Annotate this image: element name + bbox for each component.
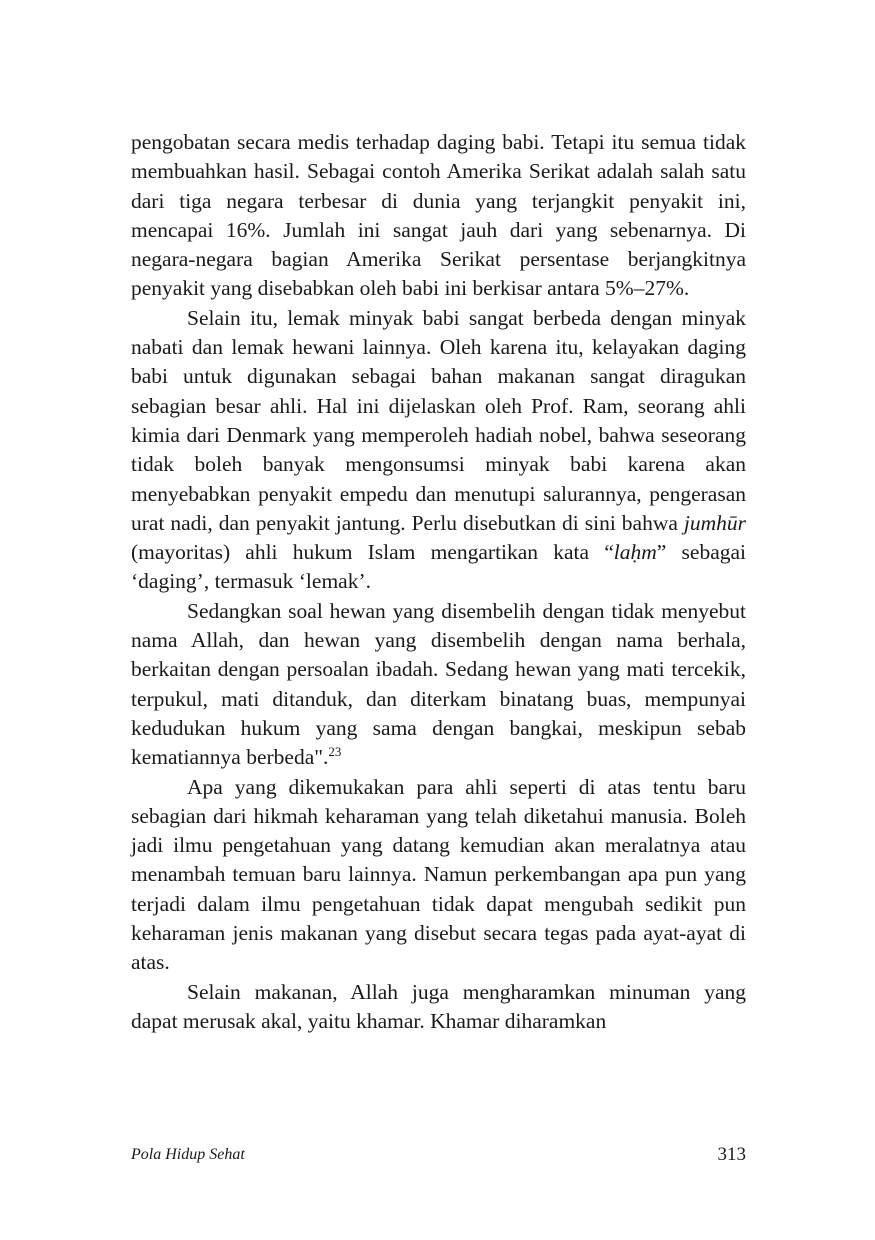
- text-run: Apa yang dikemukakan para ahli seperti di atas tentu baru sebagian dari hikmah keharaman yang telah diketahui manusia. Boleh jadi ilmu pengetahuan yang datang kemudian akan meralatnya atau menambah temuan baru lainnya. Namun perkembangan apa pun yang terjadi dalam ilmu pengetahuan tidak dapat mengubah sedikit pun keharaman jenis makanan yang disebut secara tegas pada ayat-ayat di atas.: [131, 774, 746, 975]
- paragraph: [131, 773, 746, 978]
- page-number: 313: [717, 1144, 746, 1165]
- footnote-ref: 23: [328, 744, 342, 760]
- paragraph: [131, 978, 746, 1037]
- text-run: pengobatan secara medis terhadap daging babi. Tetapi itu semua tidak membuahkan hasil. Sebagai contoh Amerika Serikat adalah salah satu dari tiga negara terbesar di dunia yang terjangkit penyakit ini, mencapai 16%. Jumlah ini sangat jauh dari yang sebenarnya. Di negara-negara bagian Amerika Serikat persentase berjangkitnya penyakit yang disebabkan oleh babi ini berkisar antara 5%–27%.: [131, 130, 746, 301]
- italic-term: laḥm: [613, 540, 657, 565]
- body-text: [131, 128, 746, 1036]
- paragraph: [131, 597, 746, 773]
- text-run: (mayoritas) ahli hukum Islam mengartikan kata “: [131, 540, 614, 565]
- text-run: Selain itu, lemak minyak babi sangat berbeda dengan minyak nabati dan lemak hewani lainnya. Oleh karena itu, kelayakan daging babi untuk digunakan sebagai bahan makanan sangat diragukan sebagian besar ahli. Hal ini dijelaskan oleh Prof. Ram, seorang ahli kimia dari Denmark yang memperoleh hadiah nobel, bahwa seseorang tidak boleh banyak mengonsumsi minyak babi karena akan menyebabkan penyakit empedu dan menutupi salurannya, pengerasan urat nadi, dan penyakit jantung. Perlu disebutkan di sini bahwa: [131, 305, 746, 535]
- text-run: Selain makanan, Allah juga mengharamkan minuman yang dapat merusak akal, yaitu khamar. Khamar diharamkan: [131, 979, 746, 1033]
- running-footer-title: Pola Hidup Sehat: [131, 1146, 245, 1163]
- text-run: ” sebagai ‘daging’, termasuk ‘lemak’.: [131, 540, 747, 594]
- text-run: Sedangkan soal hewan yang disembelih dengan tidak menyebut nama Allah, dan hewan yang disembelih dengan nama berhala, berkaitan dengan persoalan ibadah. Sedang hewan yang mati tercekik, terpukul, mati ditanduk, dan diterkam binatang buas, mempunyai kedudukan hukum yang sama dengan bangkai, meskipun sebab kematiannya berbeda".: [131, 598, 746, 770]
- paragraph: [131, 304, 746, 597]
- italic-term: jumhūr: [683, 510, 746, 535]
- paragraph: [131, 128, 746, 304]
